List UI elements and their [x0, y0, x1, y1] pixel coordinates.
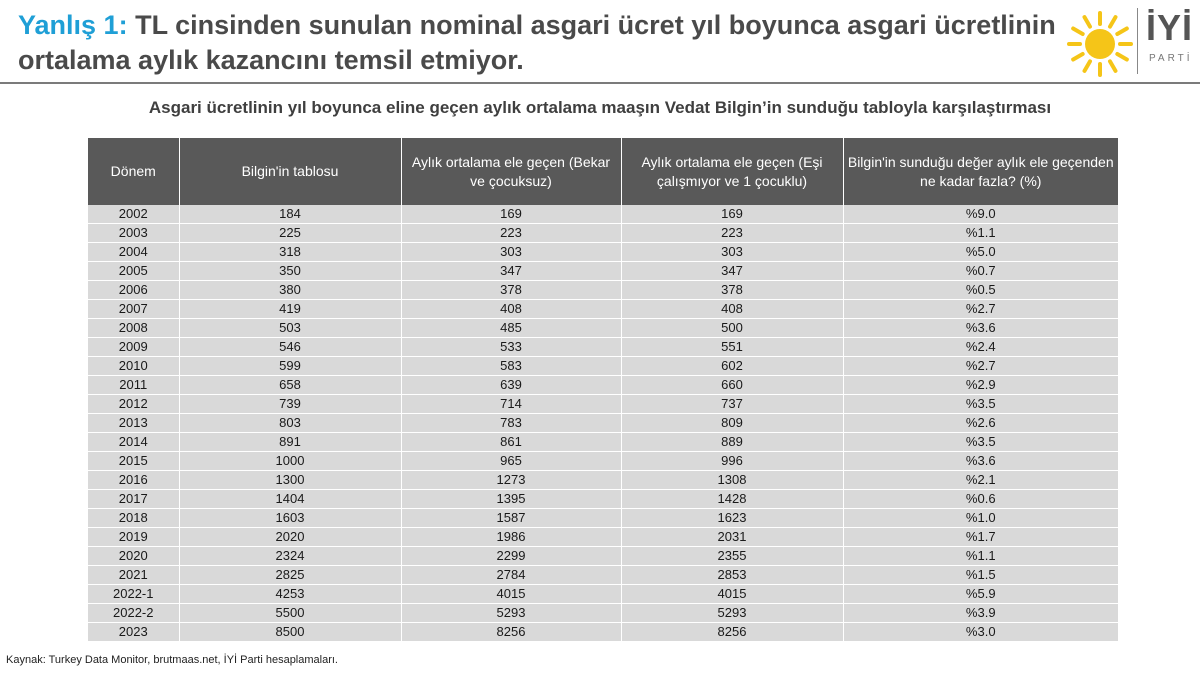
column-header: Aylık ortalama ele geçen (Bekar ve çocuksuz) [401, 138, 621, 205]
table-cell: 225 [179, 224, 401, 243]
table-cell: 783 [401, 414, 621, 433]
table-cell: 1428 [621, 490, 843, 509]
table-cell: 4253 [179, 585, 401, 604]
table-cell: %9.0 [843, 205, 1118, 224]
table-cell: 303 [621, 243, 843, 262]
table-cell: 891 [179, 433, 401, 452]
table-cell: 5500 [179, 604, 401, 623]
table-cell: 2020 [179, 528, 401, 547]
column-header: Bilgin'in sunduğu değer aylık ele geçenden ne kadar fazla? (%) [843, 138, 1118, 205]
table-cell: %3.9 [843, 604, 1118, 623]
table-row [88, 547, 1118, 566]
table-cell: 737 [621, 395, 843, 414]
table-cell: 485 [401, 319, 621, 338]
table-cell: %0.6 [843, 490, 1118, 509]
table-cell: 2011 [88, 376, 179, 395]
table-cell: 660 [621, 376, 843, 395]
table-cell: 2020 [88, 547, 179, 566]
table-cell: 5293 [621, 604, 843, 623]
table-cell: 347 [401, 262, 621, 281]
table-header-row [88, 138, 1118, 205]
sun-ray [1117, 29, 1127, 35]
table-cell: 2004 [88, 243, 179, 262]
table-row [88, 490, 1118, 509]
table-cell: 169 [401, 205, 621, 224]
table-cell: %0.7 [843, 262, 1118, 281]
table-cell: 347 [621, 262, 843, 281]
table-cell: 602 [621, 357, 843, 376]
table-row [88, 205, 1118, 224]
table-cell: 380 [179, 281, 401, 300]
column-header: Bilgin'in tablosu [179, 138, 401, 205]
table-cell: 2825 [179, 566, 401, 585]
column-header: Dönem [88, 138, 179, 205]
table-row [88, 471, 1118, 490]
table-cell: 2022-1 [88, 585, 179, 604]
table-cell: 2005 [88, 262, 179, 281]
sun-ray [1110, 17, 1116, 27]
table-row [88, 604, 1118, 623]
table-row [88, 357, 1118, 376]
table-cell: 350 [179, 262, 401, 281]
sun-ray [1085, 17, 1091, 27]
table-body [88, 205, 1118, 642]
table-cell: 2021 [88, 566, 179, 585]
table-cell: %5.0 [843, 243, 1118, 262]
table-cell: 639 [401, 376, 621, 395]
table-row [88, 281, 1118, 300]
table-cell: 184 [179, 205, 401, 224]
table-cell: %2.4 [843, 338, 1118, 357]
table-cell: %2.9 [843, 376, 1118, 395]
table-cell: 583 [401, 357, 621, 376]
table-cell: %5.9 [843, 585, 1118, 604]
table-cell: %3.5 [843, 395, 1118, 414]
table-cell: 2008 [88, 319, 179, 338]
table-row [88, 224, 1118, 243]
table-cell: 2010 [88, 357, 179, 376]
table-cell: 223 [621, 224, 843, 243]
table-cell: 4015 [621, 585, 843, 604]
table-cell: 2355 [621, 547, 843, 566]
table-cell: 2012 [88, 395, 179, 414]
sun-ray [1117, 54, 1127, 60]
table-cell: 803 [179, 414, 401, 433]
table-cell: 809 [621, 414, 843, 433]
table-cell: %2.1 [843, 471, 1118, 490]
table-cell: 996 [621, 452, 843, 471]
table-cell: 1300 [179, 471, 401, 490]
table-row [88, 414, 1118, 433]
table-row [88, 566, 1118, 585]
table-cell: %3.5 [843, 433, 1118, 452]
table-cell: 965 [401, 452, 621, 471]
table-cell: 5293 [401, 604, 621, 623]
table-cell: 378 [621, 281, 843, 300]
table-cell: 1404 [179, 490, 401, 509]
table-cell: 378 [401, 281, 621, 300]
table-cell: 2006 [88, 281, 179, 300]
sun-rays [1069, 13, 1131, 75]
table-cell: 658 [179, 376, 401, 395]
table-row [88, 243, 1118, 262]
title-lead: Yanlış 1: [18, 10, 128, 40]
table-cell: 2019 [88, 528, 179, 547]
table-row [88, 433, 1118, 452]
table-row [88, 262, 1118, 281]
table-cell: 1000 [179, 452, 401, 471]
table-cell: %1.5 [843, 566, 1118, 585]
table-cell: 714 [401, 395, 621, 414]
table-title: Asgari ücretlinin yıl boyunca eline geçen aylık ortalama maaşın Vedat Bilgin’in sunduğu tabloyla karşılaştırması [148, 98, 1052, 117]
table-cell: 1587 [401, 509, 621, 528]
table-row [88, 395, 1118, 414]
table-cell: %3.0 [843, 623, 1118, 642]
table-cell: 1986 [401, 528, 621, 547]
table-cell: 503 [179, 319, 401, 338]
table-cell: 2003 [88, 224, 179, 243]
table-row [88, 585, 1118, 604]
table-cell: %2.7 [843, 300, 1118, 319]
table-row [88, 376, 1118, 395]
table-cell: 4015 [401, 585, 621, 604]
table-cell: %3.6 [843, 452, 1118, 471]
sun-ray [1073, 54, 1083, 60]
table-cell: 318 [179, 243, 401, 262]
table-cell: 1308 [621, 471, 843, 490]
table-cell: 2015 [88, 452, 179, 471]
sun-disc [1085, 29, 1115, 59]
table-cell: 2022-2 [88, 604, 179, 623]
table-cell: 8256 [621, 623, 843, 642]
table-cell: 2018 [88, 509, 179, 528]
table-cell: 169 [621, 205, 843, 224]
table-cell: 2017 [88, 490, 179, 509]
table-cell: 8500 [179, 623, 401, 642]
table-cell: 739 [179, 395, 401, 414]
table-row [88, 300, 1118, 319]
table-cell: 500 [621, 319, 843, 338]
table-cell: 2324 [179, 547, 401, 566]
table-cell: 223 [401, 224, 621, 243]
table-cell: 2002 [88, 205, 179, 224]
table-cell: 2009 [88, 338, 179, 357]
table-cell: %1.1 [843, 547, 1118, 566]
table-cell: 599 [179, 357, 401, 376]
table-cell: 2784 [401, 566, 621, 585]
header-divider [0, 82, 1200, 84]
table-cell: %3.6 [843, 319, 1118, 338]
table-cell: 2023 [88, 623, 179, 642]
table-cell: 1395 [401, 490, 621, 509]
table-cell: 2016 [88, 471, 179, 490]
table-cell: %2.6 [843, 414, 1118, 433]
table-cell: 2853 [621, 566, 843, 585]
slide-title [18, 8, 1058, 78]
table-cell: 419 [179, 300, 401, 319]
table-cell: 1273 [401, 471, 621, 490]
table-row [88, 528, 1118, 547]
table-cell: 533 [401, 338, 621, 357]
sun-ray [1073, 29, 1083, 35]
table-cell: %1.0 [843, 509, 1118, 528]
table-cell: 2014 [88, 433, 179, 452]
party-logo-subtext: PARTİ [1149, 53, 1193, 64]
table-cell: 546 [179, 338, 401, 357]
table-cell: 2031 [621, 528, 843, 547]
table-row [88, 452, 1118, 471]
table-cell: 408 [401, 300, 621, 319]
table-cell: %2.7 [843, 357, 1118, 376]
table-cell: 8256 [401, 623, 621, 642]
table-cell: 2013 [88, 414, 179, 433]
table-cell: 2299 [401, 547, 621, 566]
table-cell: 889 [621, 433, 843, 452]
logo-divider [1137, 8, 1138, 74]
table-row [88, 319, 1118, 338]
table-cell: %0.5 [843, 281, 1118, 300]
table-row [88, 509, 1118, 528]
comparison-table [88, 138, 1118, 642]
table-cell: %1.7 [843, 528, 1118, 547]
table-cell: 2007 [88, 300, 179, 319]
table-cell: 1623 [621, 509, 843, 528]
column-header: Aylık ortalama ele geçen (Eşi çalışmıyor ve 1 çocuklu) [621, 138, 843, 205]
party-logo-text: İYİ [1146, 7, 1194, 48]
table-cell: 551 [621, 338, 843, 357]
table-row [88, 623, 1118, 642]
source-note: Kaynak: Turkey Data Monitor, brutmaas.net, İYİ Parti hesaplamaları. [6, 654, 338, 666]
table-row [88, 338, 1118, 357]
sun-ray [1110, 61, 1116, 71]
table-cell: 1603 [179, 509, 401, 528]
table-cell: %1.1 [843, 224, 1118, 243]
title-text: TL cinsinden sunulan nominal asgari ücret yıl boyunca asgari ücretlinin ortalama aylık kazancını temsil etmiyor. [18, 10, 1056, 75]
sun-ray [1085, 61, 1091, 71]
table-cell: 408 [621, 300, 843, 319]
table-cell: 303 [401, 243, 621, 262]
table-cell: 861 [401, 433, 621, 452]
